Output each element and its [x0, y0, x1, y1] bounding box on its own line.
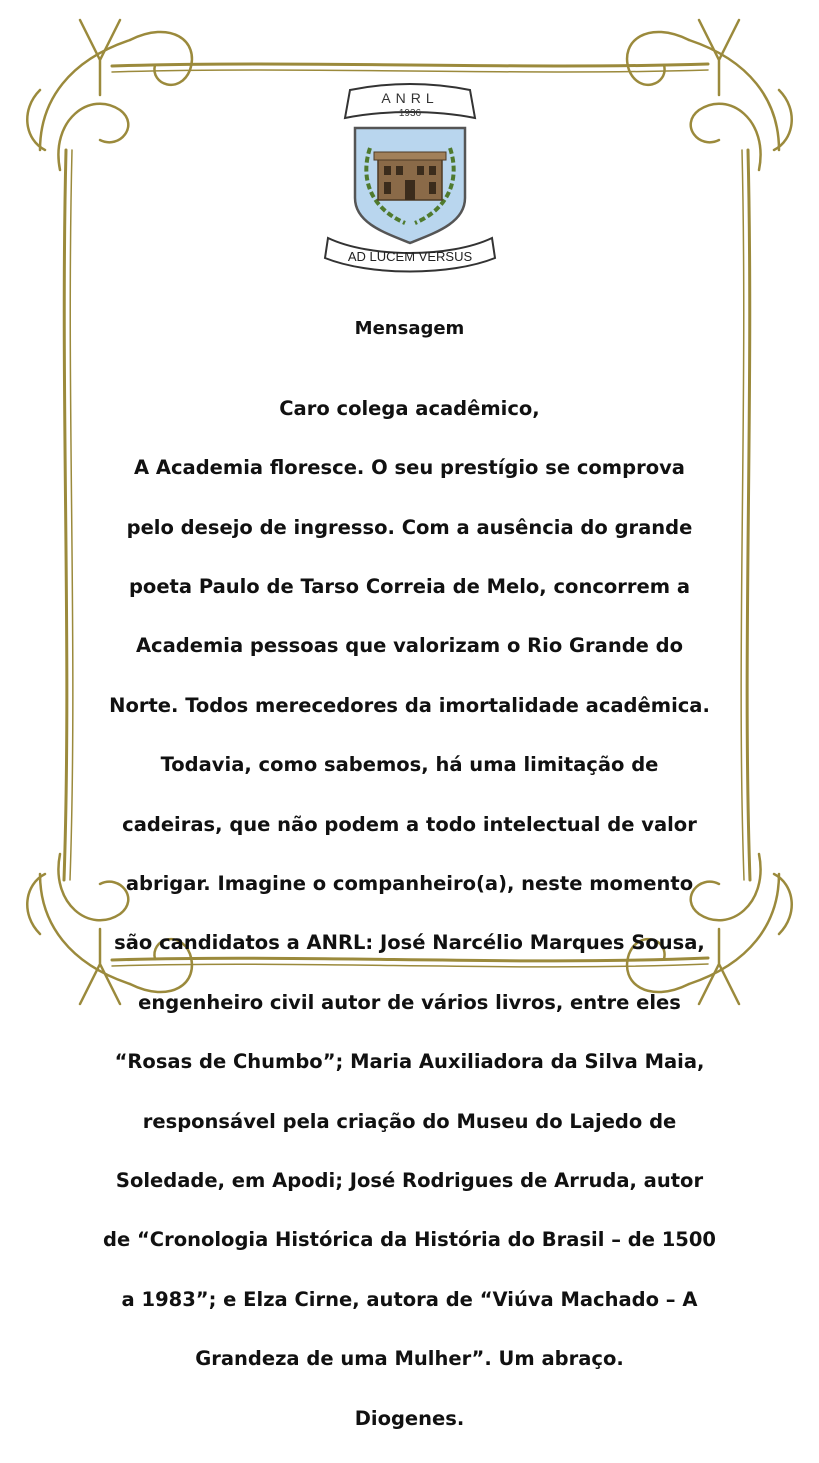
letter-line: de “Cronologia Histórica da História do Brasil – de 1500 — [102, 1228, 716, 1252]
letter-line: Norte. Todos merecedores da imortalidade acadêmica. — [109, 693, 710, 717]
letter-line: Grandeza de uma Mulher”. Um abraço. — [195, 1347, 624, 1371]
letter-line: A Academia floresce. O seu prestígio se comprova — [134, 456, 685, 480]
letter-signature: Diogenes. — [354, 1406, 465, 1430]
svg-text:1936: 1936 — [398, 108, 422, 119]
letter-line: Soledade, em Apodi; José Rodrigues de Arruda, autor — [115, 1168, 704, 1192]
letter-line: abrigar. Imagine o companheiro(a), neste momento — [125, 871, 694, 895]
message-body — [60, 364, 759, 1463]
anrl-emblem-logo — [310, 78, 510, 278]
letter-line: a 1983”; e Elza Cirne, autora de “Viúva Machado – A — [121, 1287, 698, 1311]
letter-line: são candidatos a ANRL: José Narcélio Marques Sousa, — [114, 931, 705, 955]
svg-text:AD LUCEM VERSUS: AD LUCEM VERSUS — [347, 249, 473, 264]
letter-line: Todavia, como sabemos, há uma limitação de — [160, 753, 659, 777]
letter-line: engenheiro civil autor de vários livros, entre eles — [138, 990, 681, 1014]
letter-line: responsável pela criação do Museu do Lajedo de — [142, 1109, 677, 1133]
letter-line: Academia pessoas que valorizam o Rio Grande do — [135, 634, 684, 658]
message-heading: Mensagem — [354, 318, 465, 339]
letter-line: “Rosas de Chumbo”; Maria Auxiliadora da Silva Maia, — [114, 1050, 705, 1074]
letter-line: pelo desejo de ingresso. Com a ausência do grande — [126, 515, 693, 539]
letter-line: Caro colega acadêmico, — [279, 396, 540, 420]
letter-line: cadeiras, que não podem a todo intelectual de valor — [122, 812, 697, 836]
letter-line: poeta Paulo de Tarso Correia de Melo, concorrem a — [128, 574, 691, 598]
svg-text:ANRL: ANRL — [381, 90, 439, 106]
